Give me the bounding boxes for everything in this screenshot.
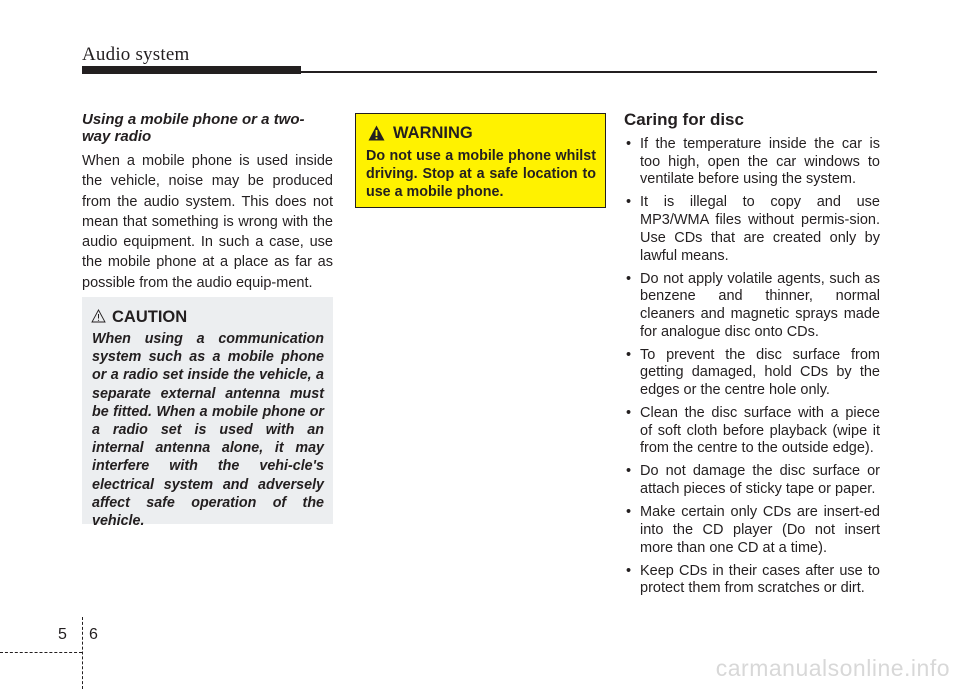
mobile-phone-paragraph: When a mobile phone is used inside the vehicle, noise may be produced from the audio system. This does not mean that something is wrong with the audio equipment. In such a case, use the mobile phone at a place as far as possible from the audio equip-ment. bbox=[82, 153, 333, 291]
list-item: • It is illegal to copy and use MP3/WMA files without permis-sion. Use CDs that are created only by lawful means. bbox=[624, 194, 880, 265]
caution-box bbox=[82, 297, 333, 530]
watermark: carmanualsonline.info bbox=[715, 655, 950, 681]
list-item: • To prevent the disc surface from getting damaged, hold CDs by the edges or the centre hole only. bbox=[624, 347, 880, 400]
section-title: Audio system bbox=[82, 44, 190, 65]
caution-triangle-icon bbox=[91, 309, 106, 323]
warning-triangle-icon bbox=[368, 125, 385, 141]
list-item: • Clean the disc surface with a piece of soft cloth before playback (wipe it from the centre to the outside edge). bbox=[624, 405, 880, 458]
page-number: 6 bbox=[89, 626, 98, 643]
header-rule-thick bbox=[82, 66, 301, 74]
warning-box bbox=[355, 113, 606, 208]
list-item: • Make certain only CDs are insert-ed into the CD player (Do not insert more than one CD at a time). bbox=[624, 504, 880, 557]
caring-for-disc-list bbox=[624, 136, 880, 603]
caution-heading: CAUTION bbox=[112, 308, 188, 326]
caring-for-disc-title: Caring for disc bbox=[624, 110, 744, 129]
footer-horizontal-dashed-line bbox=[0, 652, 82, 653]
header-rule-thin bbox=[301, 71, 877, 73]
list-item: • Do not damage the disc surface or attach pieces of sticky tape or paper. bbox=[624, 463, 880, 498]
caution-text: When using a communication system such as a mobile phone or a radio set inside the vehicle, a separate external antenna must be fitted. When a mobile phone or a radio set is used with an internal antenna alone, it may interfere with the vehi-cle's electrical system and adversely affect safe operation of the vehicle. bbox=[92, 331, 324, 530]
chapter-number: 5 bbox=[58, 626, 67, 643]
warning-text: Do not use a mobile phone whilst driving. Stop at a safe location to use a mobile phone. bbox=[366, 148, 596, 201]
mobile-phone-subheading: Using a mobile phone or a two-way radio bbox=[82, 111, 305, 145]
list-item: • If the temperature inside the car is too high, open the car windows to ventilate before using the system. bbox=[624, 136, 880, 189]
footer-vertical-dashed-line bbox=[82, 617, 83, 689]
list-item: • Keep CDs in their cases after use to protect them from scratches or dirt. bbox=[624, 563, 880, 598]
list-item: • Do not apply volatile agents, such as benzene and thinner, normal cleaners and magnetic sprays made for analogue disc onto CDs. bbox=[624, 271, 880, 342]
warning-heading: WARNING bbox=[393, 124, 473, 142]
